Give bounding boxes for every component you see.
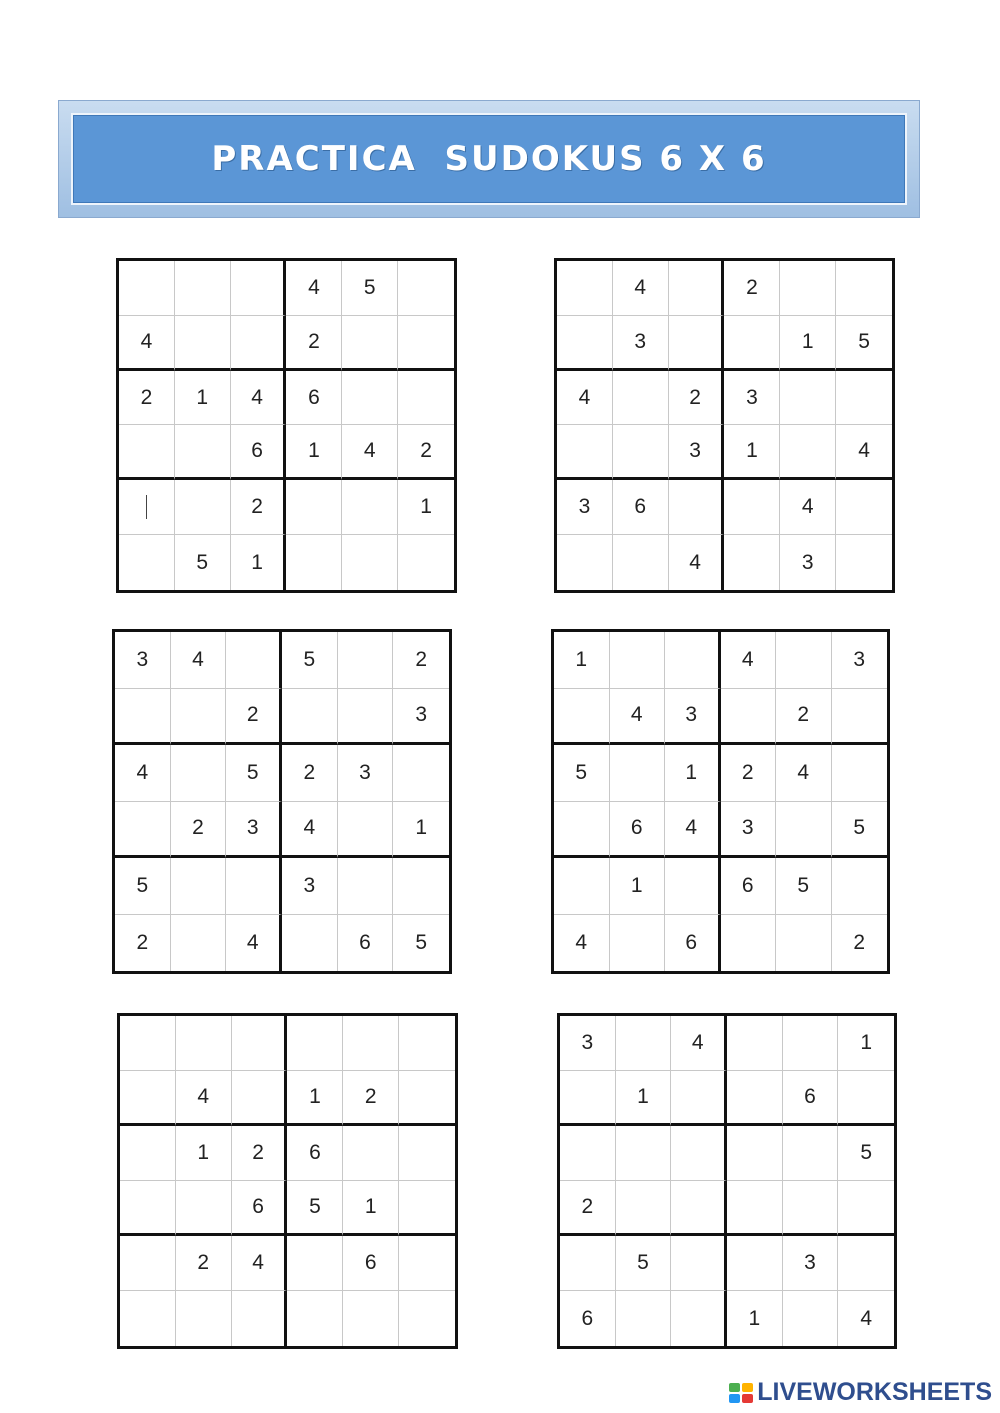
sudoku-cell[interactable]: [727, 1016, 783, 1071]
sudoku-cell: 3: [557, 480, 613, 535]
sudoku-cell[interactable]: [610, 745, 666, 802]
sudoku-grid-2: [554, 258, 895, 593]
sudoku-cell: 6: [783, 1071, 839, 1126]
sudoku-cell[interactable]: [393, 745, 449, 802]
sudoku-cell[interactable]: [560, 1236, 616, 1291]
sudoku-cell[interactable]: [399, 1016, 455, 1071]
sudoku-cell: 1: [175, 371, 231, 426]
sudoku-cell[interactable]: [836, 535, 892, 590]
sudoku-cell: 5: [616, 1236, 672, 1291]
sudoku-cell: 1: [231, 535, 287, 590]
sudoku-cell: 2: [721, 745, 777, 802]
sudoku-cell: 1: [286, 425, 342, 480]
sudoku-cell: 6: [231, 425, 287, 480]
sudoku-cell: 4: [282, 802, 338, 859]
sudoku-grid-1: [116, 258, 457, 593]
sudoku-cell: 4: [342, 425, 398, 480]
sudoku-grid-6: [557, 1013, 897, 1349]
sudoku-cell: 1: [287, 1071, 343, 1126]
sudoku-cell[interactable]: [171, 689, 227, 746]
sudoku-cell: 4: [665, 802, 721, 859]
sudoku-cell[interactable]: [836, 261, 892, 316]
sudoku-cell[interactable]: [231, 316, 287, 371]
sudoku-cell[interactable]: [671, 1291, 727, 1346]
sudoku-cell: 3: [783, 1236, 839, 1291]
sudoku-cell: 2: [853, 930, 866, 954]
sudoku-cell: 1: [724, 425, 780, 480]
sudoku-cell: 4: [226, 915, 282, 972]
sudoku-cell: 6: [343, 1236, 399, 1291]
sudoku-cell: 2: [398, 425, 454, 480]
sudoku-cell[interactable]: [727, 1126, 783, 1181]
sudoku-cell: 4: [780, 480, 836, 535]
sudoku-cell: 5: [776, 858, 832, 915]
sudoku-cell[interactable]: [560, 1126, 616, 1181]
sudoku-cell[interactable]: [669, 261, 725, 316]
sudoku-cell[interactable]: [776, 632, 832, 689]
sudoku-cell: 3: [613, 316, 669, 371]
sudoku-cell[interactable]: [175, 480, 231, 535]
sudoku-cell: 5: [115, 858, 171, 915]
sudoku-cell[interactable]: [838, 1181, 894, 1236]
sudoku-cell: 4: [554, 915, 610, 972]
sudoku-cell[interactable]: [780, 371, 836, 426]
sudoku-cell[interactable]: [783, 1126, 839, 1181]
sudoku-cell[interactable]: [119, 425, 175, 480]
sudoku-cell[interactable]: [724, 480, 780, 535]
sudoku-cell: 4: [176, 1071, 232, 1126]
sudoku-grid-5: [117, 1013, 458, 1349]
sudoku-cell: 2: [176, 1236, 232, 1291]
sudoku-cell: 1: [343, 1181, 399, 1236]
sudoku-cell: 3: [669, 425, 725, 480]
sudoku-cell[interactable]: [398, 535, 454, 590]
sudoku-cell[interactable]: [115, 802, 171, 859]
sudoku-cell: 2: [724, 261, 780, 316]
sudoku-cell[interactable]: [727, 1071, 783, 1126]
sudoku-cell[interactable]: [557, 316, 613, 371]
sudoku-cell: 2: [232, 1126, 288, 1181]
sudoku-cell: 4: [171, 632, 227, 689]
sudoku-cell[interactable]: [398, 371, 454, 426]
sudoku-cell: 4: [231, 371, 287, 426]
sudoku-cell: 1: [616, 1071, 672, 1126]
sudoku-cell: 1: [393, 802, 449, 859]
sudoku-cell: 4: [860, 1306, 872, 1330]
sudoku-cell: 5: [836, 316, 892, 371]
sudoku-cell[interactable]: [780, 425, 836, 480]
sudoku-cell: 4: [286, 261, 342, 316]
sudoku-cell: 3: [832, 632, 888, 689]
sudoku-cell: 1: [176, 1126, 232, 1181]
sudoku-cell: 4: [557, 371, 613, 426]
sudoku-cell[interactable]: [399, 1291, 455, 1346]
sudoku-cell[interactable]: [557, 261, 613, 316]
sudoku-cell[interactable]: [838, 1071, 894, 1126]
sudoku-cell: 3: [338, 745, 394, 802]
sudoku-cell: 5: [226, 745, 282, 802]
sudoku-cell: 6: [721, 858, 777, 915]
sudoku-cell[interactable]: [724, 535, 780, 590]
sudoku-cell: 3: [393, 689, 449, 746]
sudoku-cell[interactable]: [832, 858, 888, 915]
sudoku-cell[interactable]: [343, 1016, 399, 1071]
sudoku-cell[interactable]: [119, 535, 175, 590]
sudoku-cell[interactable]: [176, 1181, 232, 1236]
sudoku-cell[interactable]: [616, 1126, 672, 1181]
sudoku-cell: 2: [560, 1181, 616, 1236]
sudoku-cell[interactable]: [175, 316, 231, 371]
sudoku-cell[interactable]: [721, 915, 777, 972]
sudoku-cell[interactable]: [226, 632, 282, 689]
sudoku-cell: 2: [282, 745, 338, 802]
sudoku-cell[interactable]: [171, 745, 227, 802]
sudoku-cell: 6: [665, 915, 721, 972]
sudoku-cell[interactable]: [398, 316, 454, 371]
sudoku-cell: 2: [115, 915, 171, 972]
sudoku-grid-3: [112, 629, 452, 974]
sudoku-cell[interactable]: [560, 1071, 616, 1126]
sudoku-cell[interactable]: [836, 371, 892, 426]
sudoku-cell[interactable]: [727, 1236, 783, 1291]
sudoku-cell[interactable]: [776, 915, 832, 972]
sudoku-cell: 6: [610, 802, 666, 859]
sudoku-cell[interactable]: [171, 858, 227, 915]
sudoku-cell: 2: [119, 371, 175, 426]
sudoku-cell[interactable]: [176, 1291, 232, 1346]
sudoku-cell[interactable]: [671, 1126, 727, 1181]
sudoku-cell[interactable]: [616, 1181, 672, 1236]
sudoku-cell[interactable]: [610, 915, 666, 972]
sudoku-cell[interactable]: [669, 316, 725, 371]
sudoku-cell[interactable]: [783, 1181, 839, 1236]
sudoku-cell[interactable]: [665, 858, 721, 915]
sudoku-cell: 1: [838, 1016, 894, 1071]
sudoku-cell: 4: [115, 745, 171, 802]
sudoku-cell: 6: [338, 915, 394, 972]
sudoku-cell[interactable]: [120, 1181, 176, 1236]
sudoku-cell: 4: [721, 632, 777, 689]
sudoku-cell[interactable]: [232, 1071, 288, 1126]
sudoku-cell[interactable]: [671, 1181, 727, 1236]
sudoku-cell[interactable]: [836, 480, 892, 535]
sudoku-cell: 6: [560, 1291, 616, 1346]
sudoku-cell: 5: [838, 1126, 894, 1181]
sudoku-cell[interactable]: [613, 371, 669, 426]
sudoku-cell: 3: [724, 371, 780, 426]
sudoku-cell: 1: [554, 632, 610, 689]
sudoku-cell[interactable]: [343, 1291, 399, 1346]
sudoku-cell[interactable]: [120, 1126, 176, 1181]
sudoku-cell[interactable]: [120, 1071, 176, 1126]
sudoku-cell[interactable]: [727, 1181, 783, 1236]
sudoku-cell: 2: [776, 689, 832, 746]
sudoku-cell[interactable]: [171, 915, 227, 972]
sudoku-cell: 2: [171, 802, 227, 859]
sudoku-cell[interactable]: [399, 1071, 455, 1126]
sudoku-cell[interactable]: [287, 1291, 343, 1346]
sudoku-cell: 5: [342, 261, 398, 316]
sudoku-cell: 1: [398, 480, 454, 535]
sudoku-cell: 3: [665, 689, 721, 746]
sudoku-cell[interactable]: [554, 689, 610, 746]
page-title: PRACTICA SUDOKUS 6 X 6: [211, 139, 767, 179]
sudoku-cell: 5: [832, 802, 888, 859]
sudoku-cell: 6: [232, 1181, 288, 1236]
sudoku-cell[interactable]: [119, 261, 175, 316]
sudoku-cell[interactable]: [342, 480, 398, 535]
liveworksheets-logo-icon: [728, 1380, 754, 1406]
sudoku-cell[interactable]: [776, 802, 832, 859]
sudoku-cell[interactable]: [398, 261, 454, 316]
sudoku-cell[interactable]: [724, 316, 780, 371]
sudoku-cell[interactable]: [393, 858, 449, 915]
sudoku-cell: 2: [343, 1071, 399, 1126]
sudoku-cell: 4: [836, 425, 892, 480]
logo-text: LIVEWORKSHEETS: [757, 1378, 992, 1406]
title-banner: [58, 100, 920, 218]
sudoku-cell[interactable]: [120, 1291, 176, 1346]
sudoku-cell[interactable]: [721, 689, 777, 746]
sudoku-cell[interactable]: [282, 689, 338, 746]
sudoku-cell[interactable]: [343, 1126, 399, 1181]
sudoku-cell[interactable]: [282, 915, 338, 972]
sudoku-cell: 3: [226, 802, 282, 859]
sudoku-cell[interactable]: [671, 1071, 727, 1126]
sudoku-cell[interactable]: [286, 480, 342, 535]
sudoku-cell[interactable]: [115, 689, 171, 746]
sudoku-cell: 4: [776, 745, 832, 802]
sudoku-cell[interactable]: [832, 689, 888, 746]
sudoku-cell[interactable]: [342, 535, 398, 590]
sudoku-cell: 5: [287, 1181, 343, 1236]
sudoku-cell: 3: [560, 1016, 616, 1071]
sudoku-grid-4: [551, 629, 890, 974]
sudoku-cell[interactable]: [616, 1291, 672, 1346]
sudoku-cell[interactable]: [338, 632, 394, 689]
sudoku-cell[interactable]: [287, 1236, 343, 1291]
sudoku-cell: 5: [415, 930, 427, 954]
sudoku-cell: 4: [671, 1016, 727, 1071]
sudoku-cell: 4: [669, 535, 725, 590]
sudoku-cell[interactable]: [838, 1236, 894, 1291]
sudoku-cell: 3: [780, 535, 836, 590]
sudoku-cell: 4: [119, 316, 175, 371]
sudoku-cell: 5: [175, 535, 231, 590]
sudoku-cell[interactable]: [287, 1016, 343, 1071]
sudoku-cell[interactable]: [613, 535, 669, 590]
sudoku-cell[interactable]: [342, 371, 398, 426]
sudoku-cell[interactable]: [399, 1126, 455, 1181]
sudoku-cell: 4: [232, 1236, 288, 1291]
sudoku-cell[interactable]: [232, 1291, 288, 1346]
sudoku-cell: 5: [282, 632, 338, 689]
sudoku-cell: 1: [665, 745, 721, 802]
sudoku-cell[interactable]: [342, 316, 398, 371]
sudoku-cell[interactable]: [669, 480, 725, 535]
sudoku-cell[interactable]: [286, 535, 342, 590]
sudoku-cell: 3: [721, 802, 777, 859]
sudoku-cell[interactable]: [120, 1016, 176, 1071]
sudoku-cell: 6: [286, 371, 342, 426]
sudoku-cell[interactable]: [232, 1016, 288, 1071]
sudoku-cell: 3: [115, 632, 171, 689]
sudoku-cell[interactable]: [554, 858, 610, 915]
sudoku-cell[interactable]: [119, 480, 175, 535]
sudoku-cell[interactable]: [832, 745, 888, 802]
sudoku-cell[interactable]: [338, 858, 394, 915]
sudoku-cell[interactable]: [671, 1236, 727, 1291]
sudoku-cell[interactable]: [783, 1016, 839, 1071]
sudoku-cell: 2: [231, 480, 287, 535]
sudoku-cell[interactable]: [176, 1016, 232, 1071]
sudoku-cell[interactable]: [610, 632, 666, 689]
sudoku-cell: 1: [610, 858, 666, 915]
sudoku-cell: 3: [282, 858, 338, 915]
sudoku-cell[interactable]: [338, 802, 394, 859]
sudoku-cell: 2: [669, 371, 725, 426]
title-banner-inner: [71, 113, 907, 205]
sudoku-cell: 4: [613, 261, 669, 316]
sudoku-cell[interactable]: [175, 261, 231, 316]
sudoku-cell: 5: [554, 745, 610, 802]
sudoku-cell[interactable]: [557, 425, 613, 480]
sudoku-cell: 6: [287, 1126, 343, 1181]
sudoku-cell: 2: [393, 632, 449, 689]
sudoku-cell[interactable]: [613, 425, 669, 480]
sudoku-cell: 1: [727, 1291, 783, 1346]
sudoku-cell[interactable]: [557, 535, 613, 590]
sudoku-cell[interactable]: [665, 632, 721, 689]
sudoku-cell[interactable]: [554, 802, 610, 859]
text-cursor: [146, 495, 147, 519]
sudoku-cell[interactable]: [120, 1236, 176, 1291]
sudoku-cell: 6: [613, 480, 669, 535]
sudoku-cell[interactable]: [616, 1016, 672, 1071]
sudoku-cell[interactable]: [338, 689, 394, 746]
sudoku-cell[interactable]: [175, 425, 231, 480]
sudoku-cell: 2: [286, 316, 342, 371]
liveworksheets-logo: [728, 1378, 992, 1407]
sudoku-cell[interactable]: [399, 1236, 455, 1291]
sudoku-cell[interactable]: [399, 1181, 455, 1236]
sudoku-cell: 4: [610, 689, 666, 746]
sudoku-cell[interactable]: [226, 858, 282, 915]
sudoku-cell[interactable]: [780, 261, 836, 316]
sudoku-cell[interactable]: [783, 1291, 839, 1346]
sudoku-cell: 1: [780, 316, 836, 371]
sudoku-cell[interactable]: [231, 261, 287, 316]
sudoku-cell: 2: [226, 689, 282, 746]
